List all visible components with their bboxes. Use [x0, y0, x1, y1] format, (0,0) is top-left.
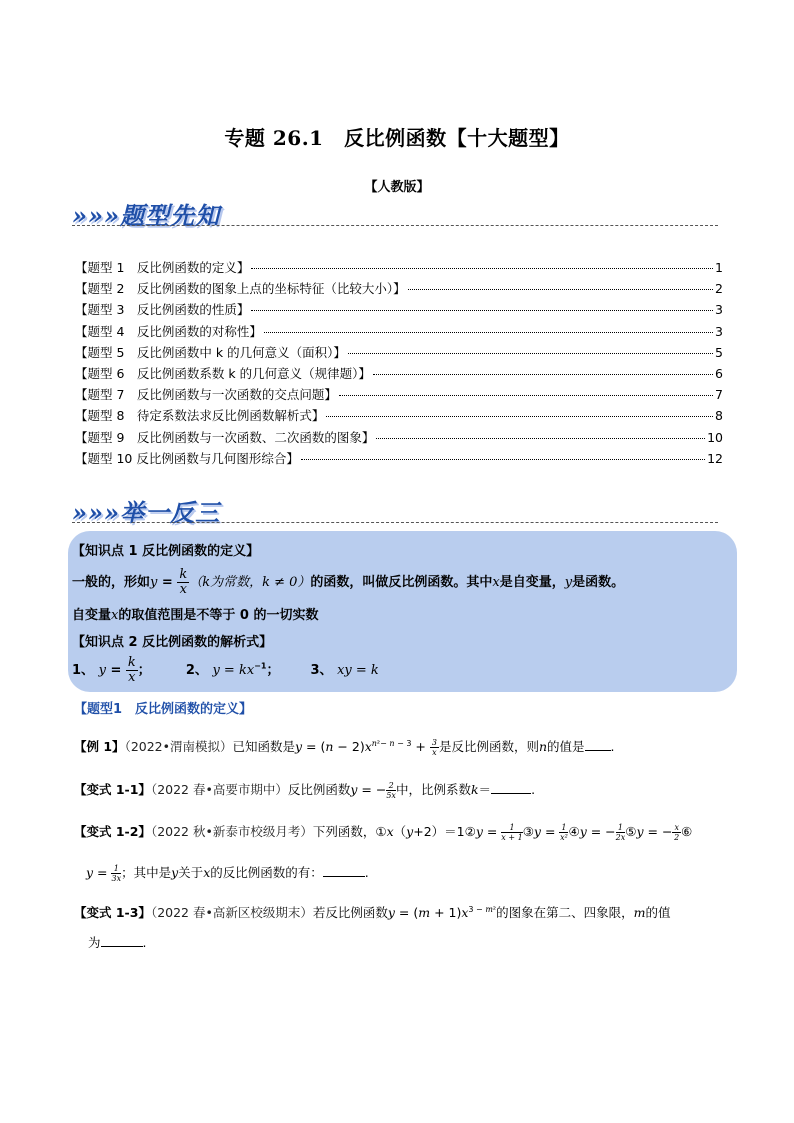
toc-row[interactable] [75, 449, 723, 470]
answer-blank[interactable] [491, 793, 531, 794]
toc-leader-dots [339, 395, 713, 396]
toc-entry-title: 【题型 6 反比例函数系数 k 的几何意义（规律题）】 [75, 365, 371, 381]
knowledge-1-title: 【知识点 1 反比例函数的定义】 [72, 544, 260, 559]
toc-row[interactable] [75, 322, 723, 343]
toc-leader-dots [301, 459, 705, 460]
table-of-contents [75, 258, 723, 470]
formula-2-exponent: −1 [254, 661, 267, 671]
answer-blank[interactable] [101, 946, 143, 947]
variant-text: 关于 [178, 865, 204, 880]
banner-practice-label: »»»举一反三 [72, 498, 220, 527]
formula-2 [212, 663, 266, 678]
separator: ； [137, 663, 151, 678]
variant-tag: 【变式 1-1】 [74, 782, 151, 797]
toc-page-number: 8 [715, 408, 723, 424]
knowledge-2-title: 【知识点 2 反比例函数的解析式】 [72, 635, 273, 650]
variant-tag: 【变式 1-3】 [74, 905, 151, 920]
example-text: 已知函数是 [232, 739, 296, 754]
variant-source: （2022 春•高要市期中） [150, 782, 288, 797]
variant-1-2: 【变式 1-2】（2022 秋•新泰市校级月考）下列函数，①x（y+2）＝1②y = $\frac{1}{x + 1}$ ③y = $\frac{1}{\text{x²}}$ ④y = − $\frac{1}{2x}$ ⑤y = − $\frac{x}{2}$ ⑥ [74, 823, 693, 842]
domain-prefix: 自变量 [72, 608, 112, 623]
variant-text: ；其中是 [121, 865, 172, 880]
edition-label: 【人教版】 [364, 180, 430, 195]
toc-leader-dots [373, 374, 713, 375]
toc-row[interactable] [75, 343, 723, 364]
definition-suffix: 的函数，叫做反比例函数。其中 [310, 575, 493, 590]
dashed-divider [72, 522, 718, 523]
definition-mid: 是自变量， [499, 575, 565, 590]
toc-row[interactable] [75, 406, 723, 427]
example-1: 【例 1】（2022•渭南模拟）已知函数是$y = (n - 2)x^{n^2- n - 3}$ + $\frac{3}{x}$ 是反比例函数，则n的值是 . [74, 738, 615, 757]
variant-text: 的反比例函数的有： [210, 865, 323, 880]
variant-text: 为 [88, 935, 101, 950]
example-tag: 【例 1】 [74, 739, 125, 754]
toc-entry-title: 【题型 10 反比例函数与几何图形综合】 [75, 450, 299, 466]
toc-leader-dots [264, 332, 713, 333]
toc-row[interactable] [75, 428, 723, 449]
toc-page-number: 6 [715, 365, 723, 381]
variant-text: ＝ [478, 782, 492, 797]
toc-entry-title: 【题型 2 反比例函数的图象上点的坐标特征（比较大小）】 [75, 281, 406, 297]
domain-suffix: 的取值范围是不等于 0 的一切实数 [118, 608, 319, 623]
formula-1-index: 1、 [72, 663, 95, 678]
variant-text: 的值 [645, 905, 671, 920]
formula-2-expr: y = kx [212, 663, 255, 678]
variant-1-3-line2: 为 . [88, 935, 147, 950]
toc-page-number: 3 [715, 302, 723, 318]
toc-leader-dots [348, 353, 713, 354]
banner-practice [72, 493, 718, 525]
toc-entry-title: 【题型 3 反比例函数的性质】 [75, 302, 250, 318]
variant-source: （2022 秋•新泰市校级月考） [150, 824, 313, 839]
var-n: n [538, 739, 548, 754]
page-title: 专题 26.1 反比例函数【十大题型】 [224, 126, 570, 150]
toc-entry-title: 【题型 7 反比例函数与一次函数的交点问题】 [75, 387, 337, 403]
formula-2-index: 2、 [185, 663, 208, 678]
variant-1-2-line2: y = $\frac{1}{3x}$ ；其中是y关于x的反比例函数的有： . [86, 864, 369, 883]
definition-prefix: 一般的，形如 [72, 575, 151, 590]
toc-leader-dots [408, 289, 713, 290]
formula-3-index: 3、 [310, 663, 333, 678]
variant-1-1: 【变式 1-1】（2022 春•高要市期中）反比例函数y = − $\frac{2}{5x}$ 中，比例系数k＝ . [74, 781, 536, 800]
formula-1: y = $\frac{k}{x}$ [98, 655, 136, 685]
example-source: （2022•渭南模拟） [124, 739, 233, 754]
toc-page-number: 10 [707, 429, 723, 445]
var-m: m [633, 905, 646, 920]
toc-page-number: 5 [715, 344, 723, 360]
variant-tag: 【变式 1-2】 [74, 824, 151, 839]
variant-text: 下列函数，① [312, 824, 387, 839]
var-k: k [470, 782, 479, 797]
toc-row[interactable] [75, 279, 723, 300]
banner-preview [72, 196, 718, 228]
var-y: y [564, 575, 573, 590]
separator: ； [266, 663, 280, 678]
formula-3: xy = k [337, 663, 379, 678]
toc-leader-dots [251, 310, 713, 311]
toc-entry-title: 【题型 8 待定系数法求反比例函数解析式】 [75, 408, 325, 424]
example-text: 的值是 [547, 739, 585, 754]
variant-text: 中，比例系数 [395, 782, 471, 797]
banner-preview-label: »»»题型先知 [72, 201, 220, 230]
variant-text: 若反比例函数 [312, 905, 388, 920]
variant-text: 反比例函数 [287, 782, 351, 797]
var-x: x [111, 608, 119, 623]
variant-source: （2022 春•高新区校级期末） [150, 905, 313, 920]
toc-entry-title: 【题型 9 反比例函数与一次函数、二次函数的图象】 [75, 429, 375, 445]
toc-leader-dots [251, 268, 713, 269]
toc-page-number: 2 [715, 281, 723, 297]
answer-blank[interactable] [323, 876, 365, 877]
knowledge-2-formulas [72, 656, 379, 685]
toc-page-number: 1 [715, 260, 723, 275]
toc-entry-title: 【题型 4 反比例函数的对称性】 [75, 323, 262, 339]
toc-entry-title: 【题型 5 反比例函数中 k 的几何意义（面积）】 [75, 344, 346, 360]
toc-row[interactable] [75, 300, 723, 321]
type-1-heading: 【题型1 反比例函数的定义】 [74, 702, 253, 717]
toc-row[interactable] [75, 364, 723, 385]
knowledge-1-definition [72, 568, 624, 597]
toc-row[interactable] [75, 385, 723, 406]
formula-y-equals-k-over-x: y = $\frac{k}{x}$ [150, 567, 188, 597]
toc-page-number: 3 [715, 323, 723, 339]
toc-entry-title: 【题型 1 反比例函数的定义】 [75, 260, 250, 275]
toc-page-number: 12 [707, 450, 723, 466]
definition-condition: （k为常数，k ≠ 0） [189, 575, 311, 590]
dashed-divider [72, 225, 718, 226]
toc-page-number: 7 [715, 387, 723, 403]
toc-leader-dots [376, 438, 705, 439]
toc-row[interactable] [75, 258, 723, 279]
answer-blank[interactable] [585, 750, 611, 751]
toc-leader-dots [326, 416, 713, 417]
variant-text: 的图象在第二、四象限， [496, 905, 634, 920]
knowledge-1-domain [72, 604, 318, 623]
example-text: 是反比例函数，则 [438, 739, 539, 754]
variant-1-3: 【变式 1-3】（2022 春•高新区校级期末）若反比例函数$y = (m + 1)x^{3 - m^2}$的图象在第二、四象限，m的值 [74, 904, 671, 920]
var-x: x [492, 575, 500, 590]
definition-end: 是函数。 [572, 575, 625, 590]
